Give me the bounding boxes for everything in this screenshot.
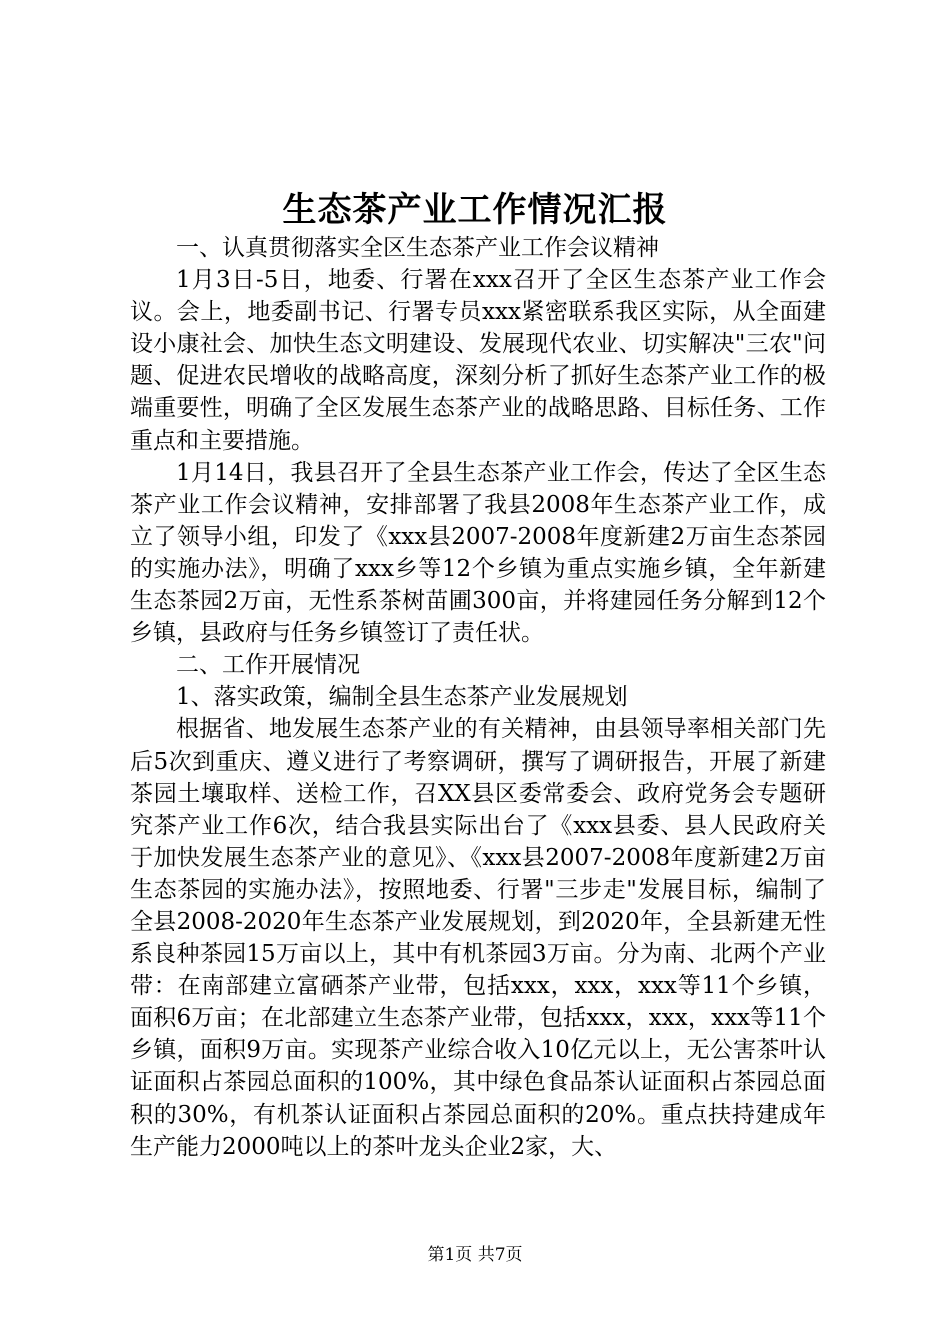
section-heading-1: 一、认真贯彻落实全区生态茶产业工作会议精神 [176,235,659,261]
paragraph-county-meeting: 1月14日，我县召开了全县生态茶产业工作会，传达了全区生态茶产业工作会议精神，安排部署了我县2008年生态茶产业工作，成立了领导小组，印发了《xxx县2007-2008年度新建2万亩生态茶园的实施办法》，明确了xxx乡等12个乡镇为重点实施乡镇，全年新建生态茶园2万亩，无性系茶树苗圃300亩，并将建园任务分解到12个乡镇，县政府与任务乡镇签订了责任状。 [130,459,826,647]
paragraph-development-plan: 根据省、地发展生态茶产业的有关精神，由县领导率相关部门先后5次到重庆、遵义进行了考察调研，撰写了调研报告，开展了新建茶园土壤取样、送检工作，召XX县区委常委会、政府党务会专题研究茶产业工作6次，结合我县实际出台了《xxx县委、县人民政府关于加快发展生态茶产业的意见》、《xxx县2007-2008年度新建2万亩生态茶园的实施办法》，按照地委、行署"三步走"发展目标，编制了全县2008-2020年生态茶产业发展规划，到2020年，全县新建无性系良种茶园15万亩以上，其中有机茶园3万亩。分为南、北两个产业带：在南部建立富硒茶产业带，包括xxx，xxx，xxx等11个乡镇，面积6万亩；在北部建立生态茶产业带，包括xxx，xxx，xxx等11个乡镇，面积9万亩。实现茶产业综合收入10亿元以上，无公害茶叶认证面积占茶园总面积的100%，其中绿色食品茶认证面积占茶园总面积的30%，有机茶认证面积占茶园总面积的20%。重点扶持建成年生产能力2000吨以上的茶叶龙头企业2家，大、 [130,716,826,1160]
document-body [130,232,826,1163]
page-footer: 第1页 共7页 [427,1245,523,1265]
section-heading-2: 二、工作开展情况 [176,652,360,679]
paragraph-regional-meeting: 1月3日-5日，地委、行署在xxx召开了全区生态茶产业工作会议。会上，地委副书记、行署专员xxx紧密联系我区实际，从全面建设小康社会、加快生态文明建设、发展现代农业、切实解决"三农"问题、促进农民增收的战略高度，深刻分析了抓好生态茶产业工作的极端重要性，明确了全区发展生态茶产业的战略思路、目标任务、工作重点和主要措施。 [130,267,826,454]
subsection-heading-1: 1、落实政策，编制全县生态茶产业发展规划 [176,684,628,711]
document-title: 生态茶产业工作情况汇报 [282,190,668,230]
